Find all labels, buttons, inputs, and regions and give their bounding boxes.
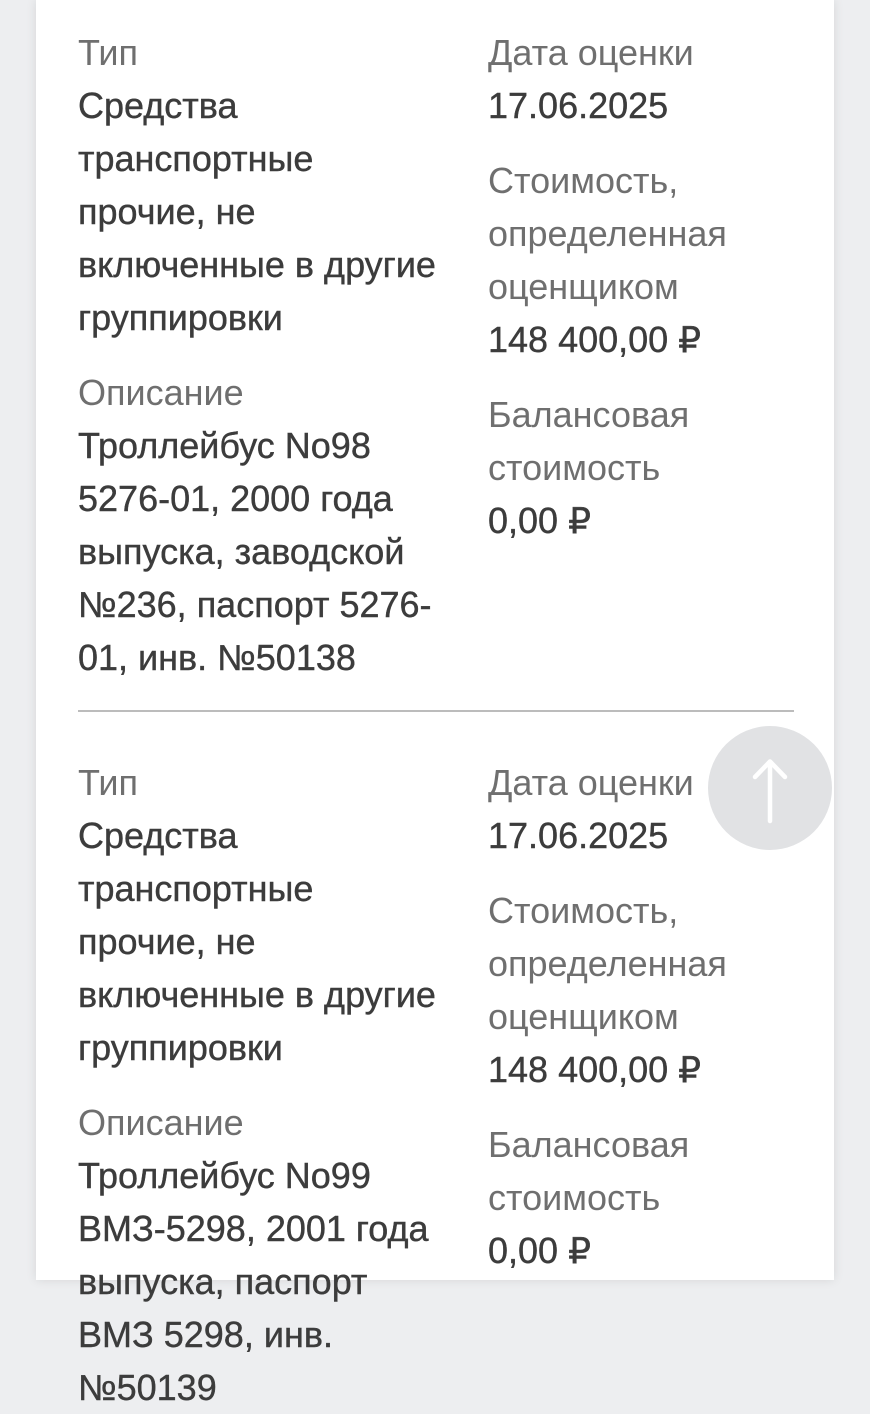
field-value: 17.06.2025 (488, 85, 669, 126)
field-value: 0,00 ₽ (488, 1230, 591, 1271)
field-description (78, 366, 446, 684)
field-book-value (488, 388, 794, 547)
field-label: Тип (78, 762, 139, 803)
asset-record (78, 712, 794, 1414)
field-value: 148 400,00 ₽ (488, 319, 702, 360)
field-value: 17.06.2025 (488, 815, 669, 856)
field-label: Балансовая стоимость (488, 1124, 690, 1218)
record-right-column (488, 26, 794, 547)
field-appraised-value (488, 884, 794, 1096)
field-label: Описание (78, 372, 244, 413)
field-label: Дата оценки (488, 762, 694, 803)
field-value: 148 400,00 ₽ (488, 1049, 702, 1090)
field-description (78, 1096, 446, 1414)
asset-record (78, 26, 794, 684)
field-value: Троллейбус No98 5276-01, 2000 года выпуска, заводской №236, паспорт 5276-01, инв. №50138 (78, 425, 432, 678)
record-left-column (78, 26, 446, 684)
field-book-value (488, 1118, 794, 1277)
field-value: 0,00 ₽ (488, 500, 591, 541)
field-label: Описание (78, 1102, 244, 1143)
scroll-to-top-button[interactable] (708, 726, 832, 850)
field-label: Дата оценки (488, 32, 694, 73)
field-value: Средства транспортные прочие, не включенные в другие группировки (78, 815, 436, 1068)
field-value: Троллейбус No99 ВМЗ-5298, 2001 года выпуска, паспорт ВМЗ 5298, инв.№50139 (78, 1155, 429, 1408)
field-label: Тип (78, 32, 139, 73)
field-value: Средства транспортные прочие, не включенные в другие группировки (78, 85, 436, 338)
field-label: Стоимость, определенная оценщиком (488, 160, 727, 307)
field-label: Балансовая стоимость (488, 394, 690, 488)
record-left-column (78, 756, 446, 1414)
field-type (78, 26, 446, 344)
field-label: Стоимость, определенная оценщиком (488, 890, 727, 1037)
field-type (78, 756, 446, 1074)
field-appraised-value (488, 154, 794, 366)
field-valuation-date (488, 26, 794, 132)
content-page (36, 0, 834, 1408)
arrow-up-icon (708, 726, 832, 850)
